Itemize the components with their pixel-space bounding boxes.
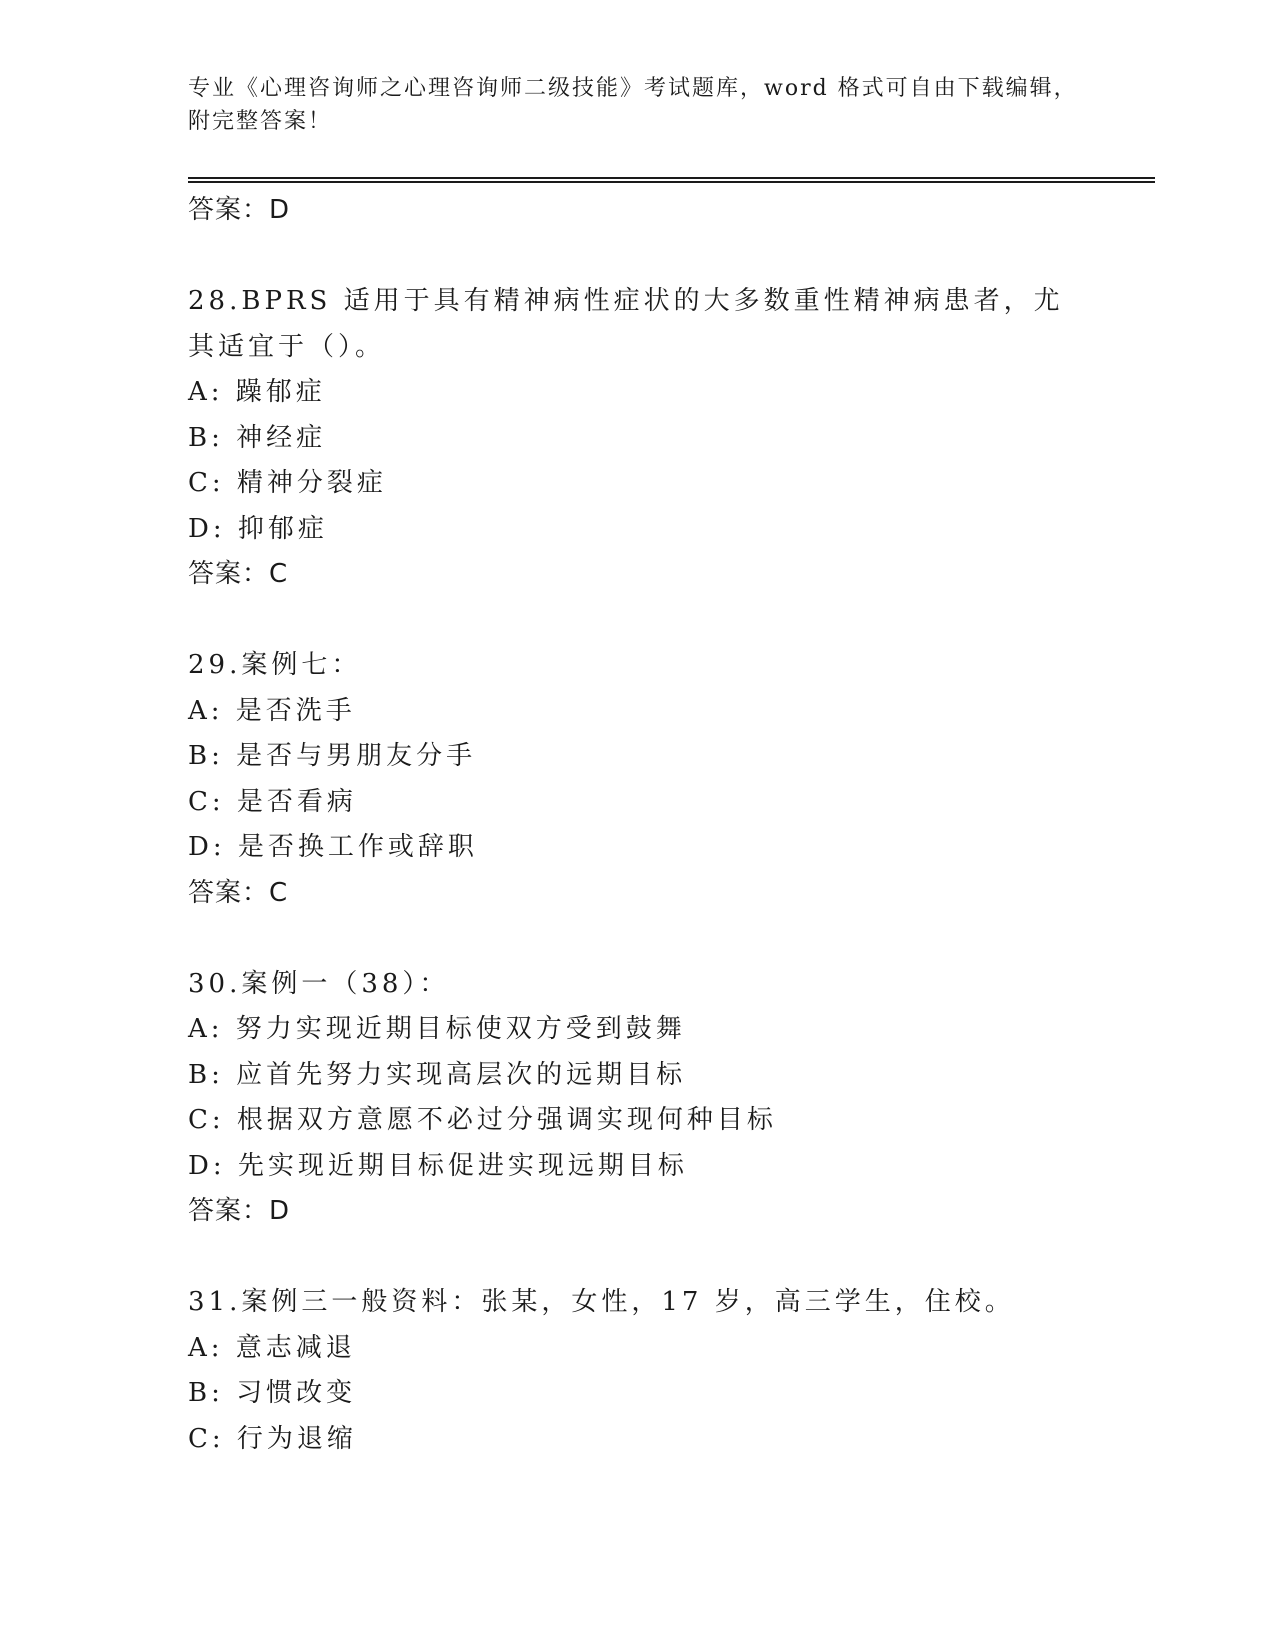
header-rule-bottom [188,181,1155,183]
answer-line: 答案：C [188,877,289,908]
spacer [188,1235,1148,1281]
option-c: C: 行为退缩 [188,1423,357,1454]
option-a: A: 是否洗手 [188,695,356,726]
question-31 [188,1280,1148,1462]
question-28 [188,279,1148,598]
option-c: C: 精神分裂症 [188,468,387,498]
option-c: C: 根据双方意愿不必过分强调实现何种目标 [188,1105,777,1135]
question-stem: 31.案例三一般资料：张某，女性，17 岁，高三学生，住校。 [188,1287,1015,1317]
option-a: A: 努力实现近期目标使双方受到鼓舞 [188,1014,686,1044]
option-a: A: 意志减退 [188,1332,356,1363]
spacer [188,598,1148,644]
question-29 [188,643,1148,916]
question-stem: 29.案例七： [188,650,362,680]
option-b: B: 神经症 [188,422,327,453]
document-header: 专业《心理咨询师之心理咨询师二级技能》考试题库，word 格式可自由下载编辑，附完整答案！ [188,76,1078,134]
answer-line: 答案：C [188,559,289,589]
header-rule-top [188,177,1155,179]
question-stem: 28.BPRS 适用于具有精神病性症状的大多数重性精神病患者，尤其适宜于（）。 [188,286,1064,362]
answer-line: 答案：D [188,195,291,225]
answer-line: 答案：D [188,1196,291,1226]
option-d: D: 是否换工作或辞职 [188,832,478,862]
question-stem: 30.案例一（38）： [188,968,450,999]
option-d: D: 抑郁症 [188,513,328,544]
document-body [188,188,1148,1462]
option-b: B: 习惯改变 [188,1378,357,1408]
option-b: B: 应首先努力实现高层次的远期目标 [188,1059,687,1090]
option-c: C: 是否看病 [188,786,357,817]
question-30 [188,962,1148,1235]
option-b: B: 是否与男朋友分手 [188,741,477,771]
spacer [188,916,1148,962]
option-d: D: 先实现近期目标促进实现远期目标 [188,1150,688,1181]
spacer [188,234,1148,280]
option-a: A: 躁郁症 [188,377,326,407]
